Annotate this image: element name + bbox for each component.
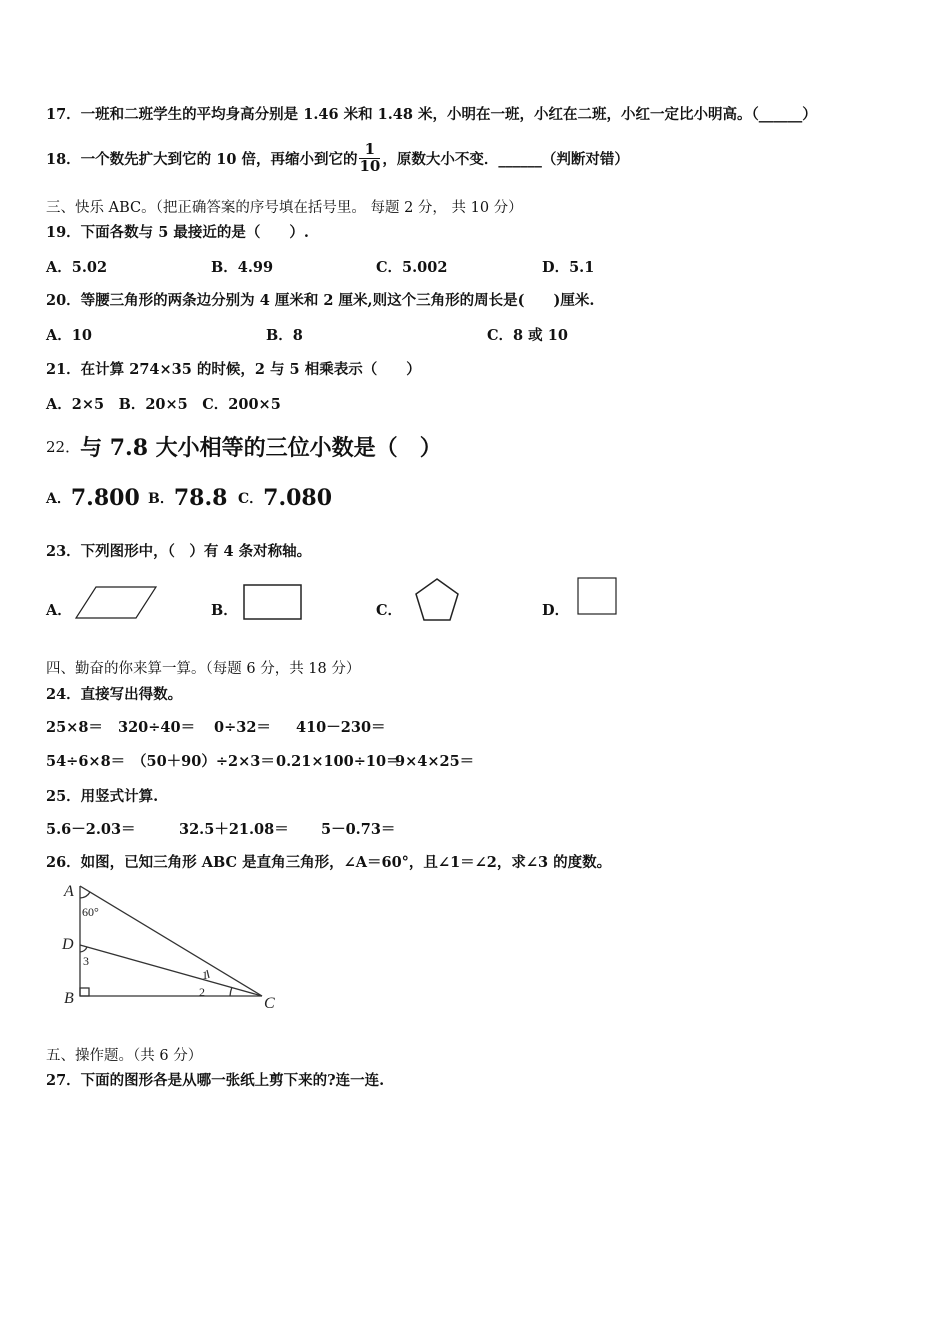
q25-item: 5.6－2.03＝ [46, 821, 136, 838]
q22-option-a-value: 7.800 [70, 485, 140, 511]
parallelogram-shape [74, 584, 160, 622]
label-d: D [62, 936, 74, 953]
question-18 [46, 138, 629, 178]
q24-calc: （50＋90）÷2×3＝ [132, 753, 275, 770]
label-angle-2: 2 [199, 985, 205, 999]
q20-option-b[interactable]: B．8 [266, 327, 303, 344]
q21-options[interactable]: A．2×5 B．20×5 C．200×5 [46, 396, 281, 413]
q20-option-a[interactable]: A．10 [46, 327, 92, 344]
q23-option-d-label[interactable]: D． [542, 602, 570, 619]
q22-option-a-label: A． [46, 491, 71, 507]
question-18-prefix: 18．一个数先扩大到它的 10 倍，再缩小到它的 [46, 150, 358, 168]
section-3-title: 三、快乐 ABC。（把正确答案的序号填在括号里。 每题 2 分， 共 10 分） [46, 200, 523, 216]
question-20: 20．等腰三角形的两条边分别为 4 厘米和 2 厘米,则这个三角形的周长是( )厘米. [46, 292, 595, 309]
label-angle-a: 60° [82, 905, 99, 919]
q25-item: 5－0.73＝ [321, 821, 396, 838]
q19-option-b[interactable]: B．4.99 [211, 259, 274, 276]
q19-option-a[interactable]: A．5.02 [46, 259, 108, 276]
fraction-denominator: 10 [359, 157, 381, 175]
q22-option-c-value: 7.080 [263, 485, 333, 511]
label-angle-3: 3 [83, 954, 89, 968]
q22-option-b-label: B． [148, 491, 174, 507]
question-25: 25．用竖式计算. [46, 788, 159, 805]
question-17: 17．一班和二班学生的平均身高分别是 1.46 米和 1.48 米，小明在一班，小红在二班，小红一定比小明高。（______） [46, 106, 817, 123]
q23-option-a-label[interactable]: A． [46, 602, 72, 619]
question-23: 23．下列图形中，（ ）有 4 条对称轴。 [46, 543, 312, 560]
q22-option-b-value: 78.8 [173, 485, 228, 511]
q24-calc: 0÷32＝ [214, 719, 271, 736]
q23-option-b-label[interactable]: B． [211, 602, 238, 619]
q22-option-c-label: C． [238, 491, 264, 507]
fraction-numerator: 1 [359, 142, 380, 159]
q24-calc: 54÷6×8＝ [46, 753, 126, 770]
label-b: B [64, 990, 74, 1007]
rectangle-shape [242, 583, 304, 623]
section-4-title: 四、勤奋的你来算一算。（每题 6 分，共 18 分） [46, 661, 361, 677]
q22-option-b[interactable] [148, 481, 227, 515]
question-27: 27．下面的图形各是从哪一张纸上剪下来的?连一连. [46, 1072, 385, 1089]
side-ac [80, 886, 262, 996]
section-5-title: 五、操作题。（共 6 分） [46, 1048, 203, 1064]
q24-calc: 320÷40＝ [118, 719, 196, 736]
label-c: C [264, 995, 275, 1012]
angle-3-arc [80, 947, 87, 952]
question-22-text: 与 7.8 大小相等的三位小数是（ ） [80, 434, 442, 461]
question-19: 19．下面各数与 5 最接近的是（ ）. [46, 224, 309, 241]
question-18-suffix: ，原数大小不变．______（判断对错） [382, 150, 629, 168]
q24-calc: 9×4×25＝ [395, 753, 475, 770]
label-angle-1: 1 [202, 968, 208, 982]
q20-option-c[interactable]: C．8 或 10 [487, 327, 568, 344]
q22-option-c[interactable] [238, 481, 332, 515]
angle-2-arc [230, 987, 232, 996]
question-21: 21．在计算 274×35 的时候，2 与 5 相乘表示（ ） [46, 361, 421, 378]
q25-item: 32.5＋21.08＝ [179, 821, 289, 838]
q23-option-c-label[interactable]: C． [376, 602, 403, 619]
q24-calc: 25×8＝ [46, 719, 103, 736]
label-a: A [64, 883, 74, 900]
right-angle-marker [80, 988, 89, 996]
right-triangle-diagram [56, 878, 292, 1014]
fraction-one-tenth [359, 142, 380, 174]
question-26: 26．如图，已知三角形 ABC 是直角三角形，∠A＝60°，且∠1＝∠2，求∠3 的度数。 [46, 854, 612, 871]
square-shape [576, 576, 620, 616]
q19-option-d[interactable]: D．5.1 [542, 259, 595, 276]
q24-calc: 410－230＝ [296, 719, 386, 736]
q19-option-c[interactable]: C．5.002 [376, 259, 448, 276]
q22-option-a[interactable] [46, 481, 140, 515]
question-22 [46, 430, 442, 462]
q24-calc: 0.21×100÷10＝ [276, 753, 401, 770]
angle-a-arc [80, 892, 90, 898]
question-24: 24．直接写出得数。 [46, 686, 183, 703]
question-22-number: 22． [46, 437, 81, 456]
segment-dc [80, 945, 262, 996]
pentagon-shape [412, 576, 462, 624]
